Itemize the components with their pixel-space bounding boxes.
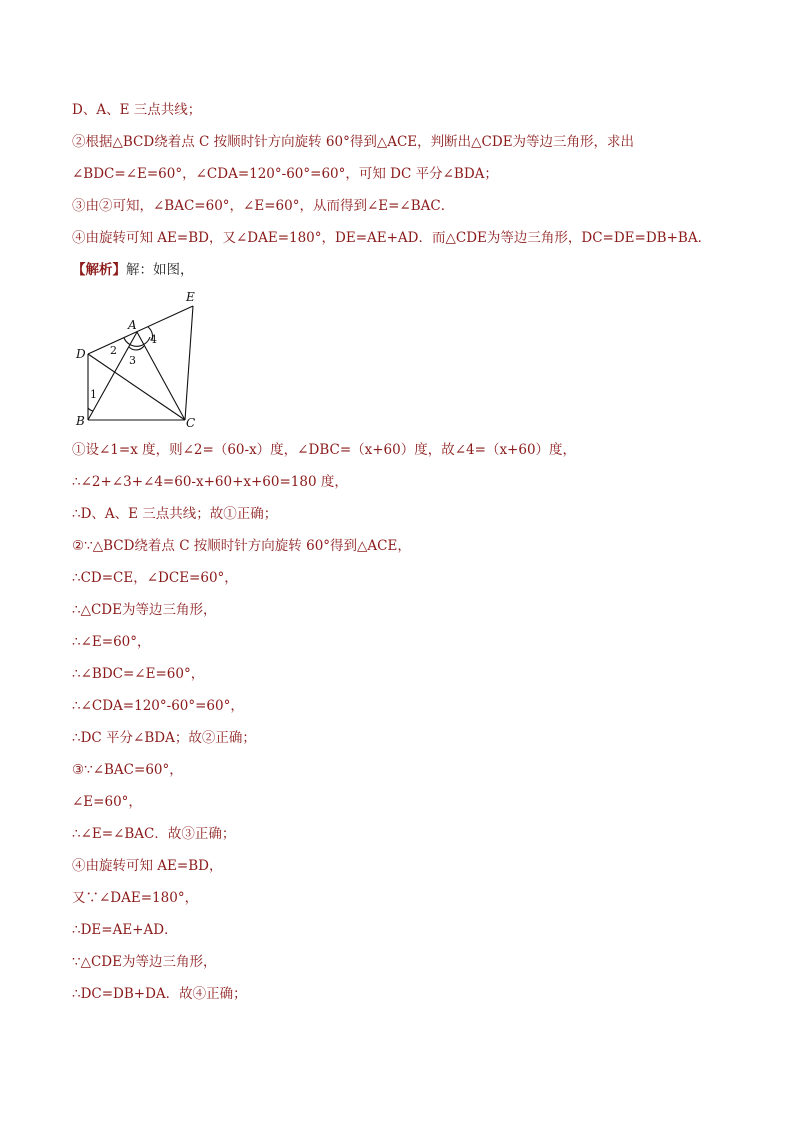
- angle-label-3: 3: [129, 354, 136, 367]
- solution-line: ∴DC 平分∠BDA；故②正确；: [72, 730, 256, 746]
- hint-line: D、A、E 三点共线；: [72, 102, 202, 118]
- analysis-heading: [72, 260, 734, 280]
- point-label-b: B: [76, 414, 85, 428]
- hint-line: ∠BDC=∠E=60°，∠CDA=120°-60°=60°，可知 DC 平分∠BDA；: [72, 166, 498, 182]
- solution-line: ④由旋转可知 AE=BD，: [72, 858, 223, 874]
- hint-line: ②根据△BCD绕着点 C 按顺时针方向旋转 60°得到△ACE，判断出△CDE为等边三角形，求出: [72, 134, 635, 150]
- analysis-tag: 【解析】: [72, 262, 126, 278]
- solution-line: ③∵∠BAC=60°，: [72, 762, 183, 778]
- solution-line: ∴∠BDC=∠E=60°，: [72, 666, 205, 682]
- angle-label-4: 4: [150, 333, 157, 346]
- solution-line: ①设∠1=x 度，则∠2=（60-x）度，∠DBC=（x+60）度，故∠4=（x+60）度，: [72, 442, 577, 458]
- solution-line: ∴D、A、E 三点共线；故①正确；: [72, 506, 278, 522]
- point-label-a: A: [128, 318, 137, 332]
- solution-line: ∴CD=CE，∠DCE=60°，: [72, 570, 238, 586]
- point-label-d: D: [76, 347, 86, 361]
- solution-line: ∵△CDE为等边三角形，: [72, 954, 217, 970]
- point-label-c: C: [186, 416, 196, 430]
- solution-line: ∴DC=DB+DA．故④正确；: [72, 986, 247, 1002]
- solution-line: ∴DE=AE+AD．: [72, 922, 178, 938]
- point-label-e: E: [186, 290, 195, 304]
- solution-line: ∴△CDE为等边三角形，: [72, 602, 217, 618]
- solution-line: ∴∠2+∠3+∠4=60-x+60+x+60=180 度，: [72, 474, 348, 490]
- analysis-intro: 解：如图，: [126, 262, 194, 278]
- angle-label-2: 2: [110, 344, 117, 357]
- geometry-figure: [72, 290, 212, 430]
- solution-line: 又∵∠DAE=180°，: [72, 890, 199, 906]
- solution-line: ∴∠E=∠BAC．故③正确；: [72, 826, 236, 842]
- hint-line: ④由旋转可知 AE=BD，又∠DAE=180°，DE=AE+AD．而△CDE为等边三角形，DC=DE=DB+BA．: [72, 230, 712, 246]
- solution-line: ∴∠E=60°，: [72, 634, 151, 650]
- solution-line: ∴∠CDA=120°-60°=60°，: [72, 698, 244, 714]
- solution-line: ②∵△BCD绕着点 C 按顺时针方向旋转 60°得到△ACE，: [72, 538, 411, 554]
- hint-line: ③由②可知，∠BAC=60°，∠E=60°，从而得到∠E=∠BAC．: [72, 198, 455, 214]
- angle-label-1: 1: [90, 388, 97, 401]
- solution-line: ∠E=60°，: [72, 794, 142, 810]
